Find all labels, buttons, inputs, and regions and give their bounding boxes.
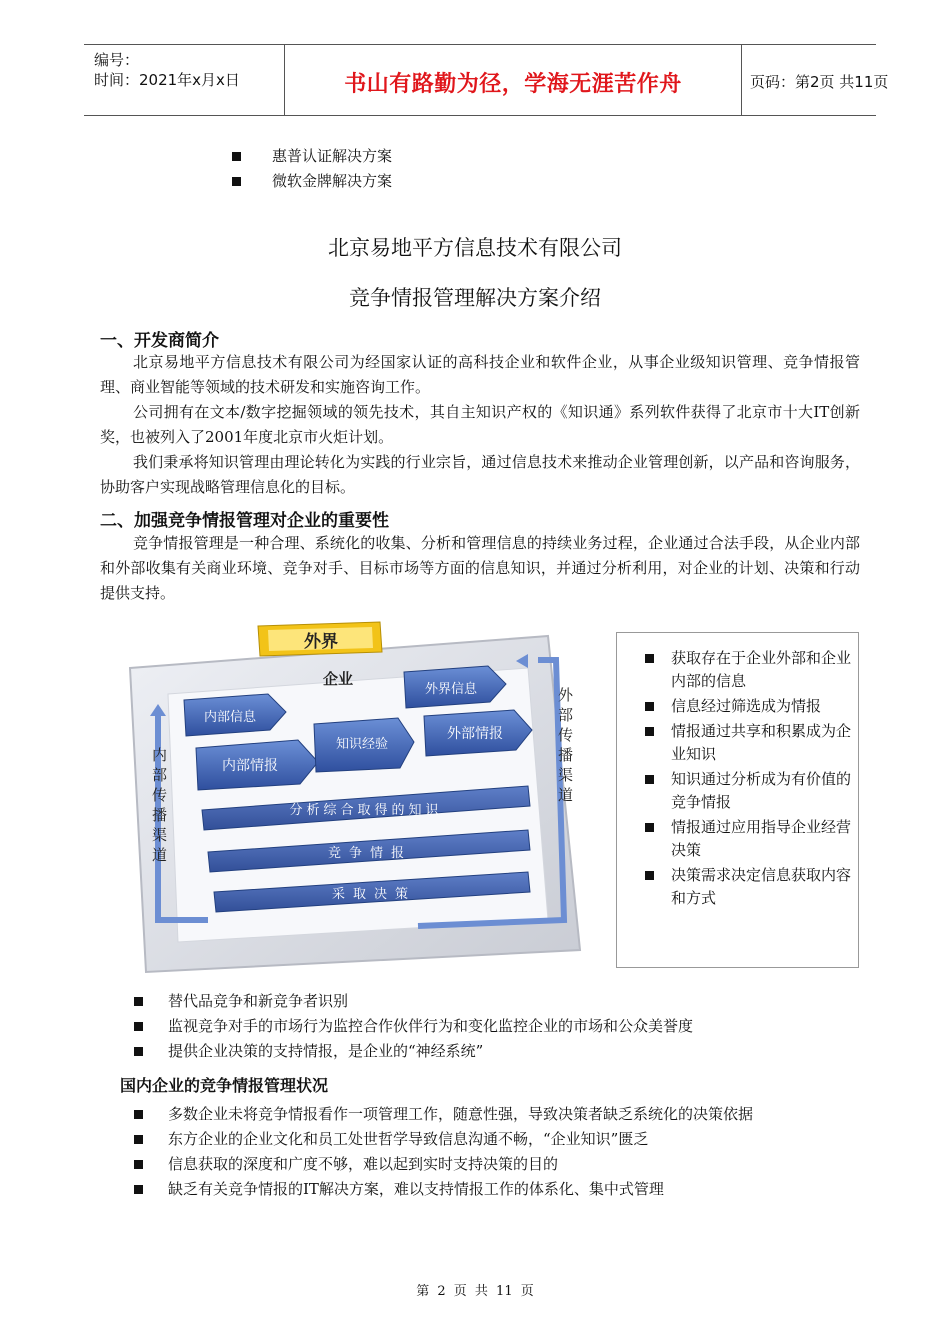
bullet-square-icon <box>232 177 241 186</box>
process-summary-box <box>616 632 859 968</box>
enterprise-label: 企业 <box>322 670 354 688</box>
decision-bar-label: 采取决策 <box>331 887 417 902</box>
list-item: 情报通过共享和积累成为企业知识 <box>641 720 851 766</box>
list-item: 提供企业决策的支持情报，是企业的“神经系统” <box>134 1039 894 1064</box>
bullet-square-icon <box>134 1110 143 1119</box>
page-header <box>84 44 889 116</box>
importance-bullet-list <box>134 989 894 1064</box>
bullet-square-icon <box>134 1185 143 1194</box>
section1-paragraph-2: 公司拥有在文本/数字挖掘领域的领先技术，其自主知识产权的《知识通》系列软件获得了北京市十大IT创新奖，也被列入了2001年度北京市火炬计划。 <box>100 403 860 446</box>
bullet-square-icon <box>645 823 654 832</box>
section1-paragraph-3: 我们秉承将知识管理由理论转化为实践的行业宗旨，通过信息技术来推动企业管理创新，以产品和咨询服务，协助客户实现战略管理信息化的目标。 <box>100 453 860 496</box>
list-item: 知识通过分析成为有价值的竞争情报 <box>641 768 851 814</box>
internal-intel-label: 内部情报 <box>222 758 278 774</box>
knowledge-block <box>314 718 414 772</box>
right-channel-label: 外 部 传 播 渠 道 <box>558 686 574 804</box>
header-motto-cell <box>284 45 742 115</box>
domestic-heading: 国内企业的竞争情报管理状况 <box>120 1076 329 1095</box>
left-channel-char: 内 <box>152 746 168 764</box>
bullet-square-icon <box>134 1160 143 1169</box>
header-left-cell <box>84 45 284 115</box>
process-list <box>641 647 851 912</box>
left-channel-label: 内 部 传 播 渠 道 <box>152 746 168 864</box>
bullet-square-icon <box>645 727 654 736</box>
bullet-square-icon <box>645 871 654 880</box>
outer-world-label: 外界 <box>304 632 338 652</box>
section1-heading: 一、开发商简介 <box>100 331 219 351</box>
bullet-square-icon <box>645 775 654 784</box>
knowledge-label: 知识经验 <box>335 737 389 752</box>
list-item: 多数企业未将竞争情报看作一项管理工作，随意性强，导致决策者缺乏系统化的决策依据 <box>134 1102 894 1127</box>
list-item: 微软金牌解决方案 <box>232 169 392 194</box>
competitive-intelligence-diagram <box>118 620 590 975</box>
bullet-square-icon <box>645 702 654 711</box>
intel-bar-label: 竞争情报 <box>327 846 413 861</box>
company-title: 北京易地平方信息技术有限公司 <box>328 236 622 260</box>
domestic-bullet-list <box>134 1102 894 1202</box>
internal-intel-block <box>196 740 318 790</box>
external-info-block <box>404 666 506 708</box>
list-item: 获取存在于企业外部和企业内部的信息 <box>641 647 851 693</box>
top-bullet-list <box>232 144 392 194</box>
list-item: 惠普认证解决方案 <box>232 144 392 169</box>
internal-info-label: 内部信息 <box>203 710 257 725</box>
list-item: 情报通过应用指导企业经营决策 <box>641 816 851 862</box>
time-label: 时间：2021年x月x日 <box>94 71 240 89</box>
bullet-square-icon <box>645 654 654 663</box>
external-intel-label: 外部情报 <box>447 726 503 742</box>
bullet-square-icon <box>134 1047 143 1056</box>
bullet-square-icon <box>134 997 143 1006</box>
number-label: 编号： <box>94 51 140 69</box>
section2-paragraph: 竞争情报管理是一种合理、系统化的收集、分析和管理信息的持续业务过程，企业通过合法手段，从企业内部和外部收集有关商业环境、竞争对手、目标市场等方面的信息知识，并通过分析利用，对企业的计划、决策和行动提供支持。 <box>100 534 860 602</box>
internal-info-block <box>184 694 286 736</box>
page-info: 页码：第2页 共11页 <box>750 73 889 91</box>
section1-paragraph-1: 北京易地平方信息技术有限公司为经国家认证的高科技企业和软件企业，从事企业级知识管理、竞争情报管理、商业智能等领域的技术研发和实施咨询工作。 <box>100 353 860 396</box>
list-item: 替代品竞争和新竞争者识别 <box>134 989 894 1014</box>
list-item: 信息获取的深度和广度不够，难以起到实时支持决策的目的 <box>134 1152 894 1177</box>
list-item: 东方企业的企业文化和员工处世哲学导致信息沟通不畅，“企业知识”匮乏 <box>134 1127 894 1152</box>
bullet-square-icon <box>232 152 241 161</box>
section2-heading: 二、加强竞争情报管理对企业的重要性 <box>100 511 389 531</box>
external-info-label: 外界信息 <box>424 682 478 697</box>
list-item: 监视竞争对手的市场行为监控合作伙伴行为和变化监控企业的市场和公众美誉度 <box>134 1014 894 1039</box>
bullet-square-icon <box>134 1135 143 1144</box>
external-intel-block <box>424 710 532 756</box>
bullet-square-icon <box>134 1022 143 1031</box>
list-item: 信息经过筛选成为情报 <box>641 695 851 718</box>
page-footer: 第 2 页 共 11 页 <box>416 1284 534 1299</box>
outer-world-tag <box>258 622 382 656</box>
list-item: 缺乏有关竞争情报的IT解决方案，难以支持情报工作的体系化、集中式管理 <box>134 1177 894 1202</box>
header-page-cell <box>740 45 889 115</box>
list-item: 决策需求决定信息获取内容和方式 <box>641 864 851 910</box>
document-title: 竞争情报管理解决方案介绍 <box>349 286 601 310</box>
analysis-bar-label: 分析综合取得的知识 <box>289 803 443 818</box>
motto: 书山有路勤为径，学海无涯苦作舟 <box>344 72 682 97</box>
